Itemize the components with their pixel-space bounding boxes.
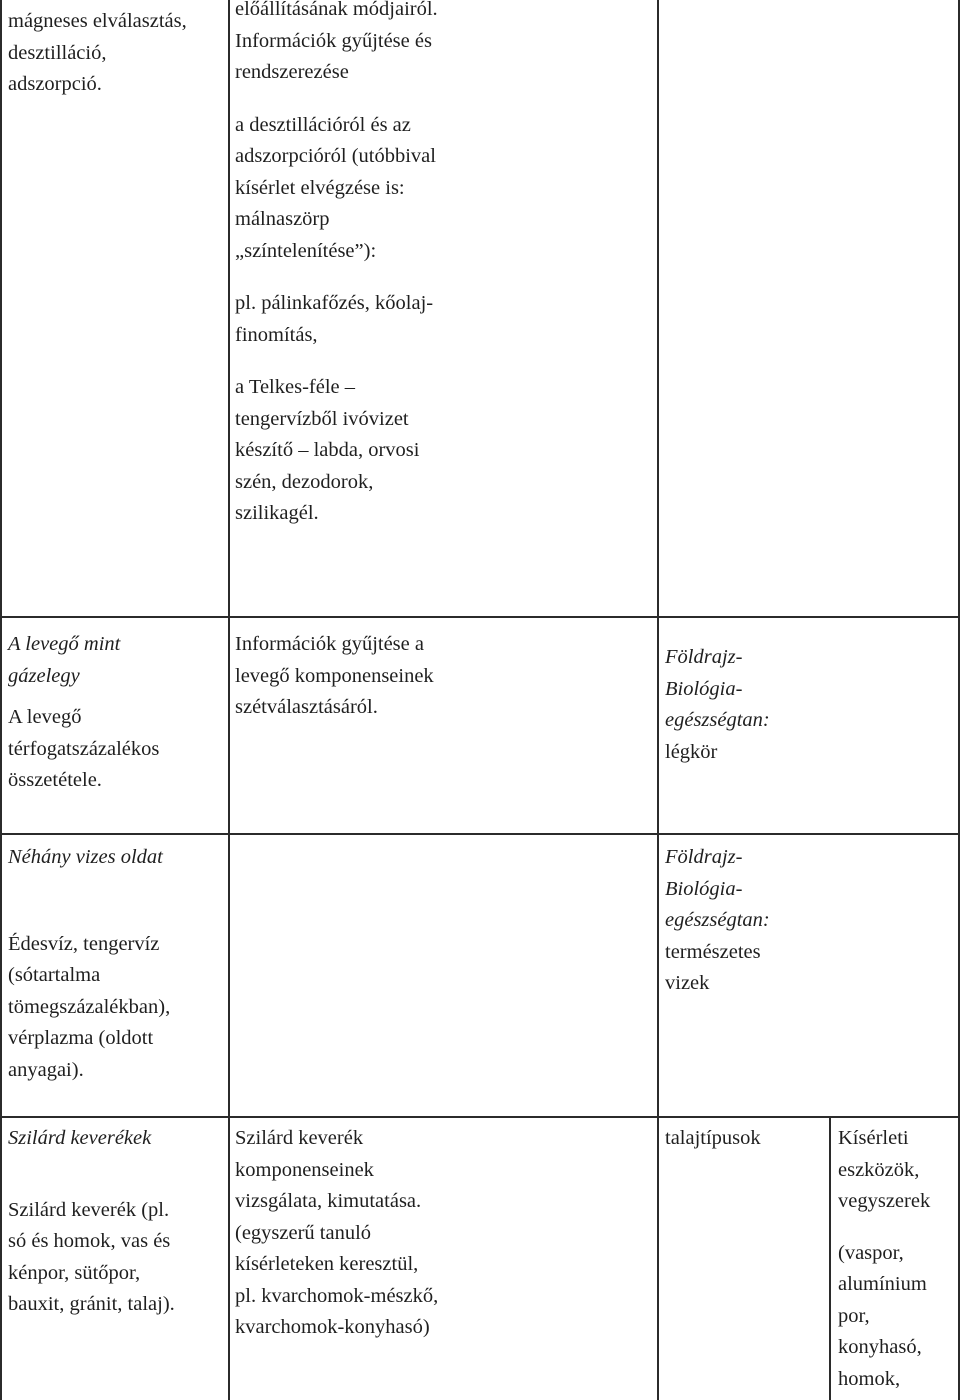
row4-col3-cell [665,1123,825,1155]
text-line: (vaspor, [838,1241,904,1264]
row2-col1-cell [8,629,224,797]
text-line: kísérlet elvégzése is: [235,176,405,199]
text-line: kvarchomok-konyhasó) [235,1316,430,1338]
row1-col2-para1 [235,0,653,89]
text-line: összetétele. [8,769,102,791]
text-line: szén, dezodorok, [235,470,374,493]
row3-topic-body [8,929,224,1087]
row1-col2-para4 [235,372,653,530]
row1-col1-text [8,6,224,101]
text-line: térfogatszázalékos [8,737,160,760]
text-line: kénpor, sütőpor, [8,1261,141,1284]
text-line: alumínium [838,1273,927,1295]
text-line: Információk gyűjtése és [235,29,432,52]
row1-col2-para3 [235,288,653,351]
row-divider [0,616,960,618]
text-line: (sótartalma [8,964,101,986]
text-line: Szilárd keverékek [8,1127,152,1149]
text-line: „színtelenítése”): [235,239,377,262]
text-line: Szilárd keverék (pl. [8,1198,170,1221]
text-line: Néhány vizes oldat [8,846,163,868]
text-line: vérplazma (oldott [8,1027,154,1049]
column-divider [657,0,659,1400]
text-line: por, [838,1304,870,1327]
row4-topic-title [8,1123,224,1155]
text-line: vizsgálata, kimutatása. [235,1190,422,1212]
column-divider [829,1118,831,1400]
text-line: bauxit, gránit, talaj). [8,1293,175,1315]
text-line: vegyszerek [838,1190,931,1212]
text-line: A levegő mint [8,633,121,655]
text-line: anyagai). [8,1058,84,1081]
text-line: komponenseinek [235,1158,374,1181]
text-line: desztilláció, [8,41,107,64]
row1-col1-cell [8,6,224,101]
text-line: Édesvíz, tengervíz [8,932,160,955]
text-line: Szilárd keverék [235,1127,364,1149]
row2-col2-cell [235,629,653,724]
text-line: gázelegy [8,664,80,687]
row-divider [0,833,960,835]
text-line: rendszerezése [235,61,349,83]
row4-col1-cell [8,1123,224,1321]
text-line: só és homok, vas és [8,1230,171,1252]
text-line: tengervízből ivóvizet [235,407,409,430]
text-line: tömegszázalékban), [8,995,171,1018]
text-line: adszorpcióról (utóbbival [235,145,436,167]
text-line: Földrajz- [665,846,743,868]
text-line: finomítás, [235,323,318,346]
row4-connection-text [665,1123,825,1155]
row4-topic-body [8,1195,224,1321]
text-line: szétválasztásáról. [235,696,378,718]
text-line: a Telkes-féle – [235,376,355,398]
row4-equipment-list [838,1238,956,1396]
text-line: málnaszörp [235,208,330,230]
text-line: homok, [838,1367,901,1390]
text-line: egészségtan: [665,709,770,731]
text-line: levegő komponenseinek [235,664,434,687]
text-line: a desztillációról és az [235,113,411,136]
row2-col3-cell [665,642,955,768]
text-line: Biológia- [665,677,743,700]
row1-col2-cell [235,0,653,530]
text-line: készítő – labda, orvosi [235,439,420,461]
text-line: természetes [665,940,761,963]
row2-connection-text [665,642,955,768]
text-line: légkör [665,740,718,763]
text-line: szilikagél. [235,502,319,524]
text-line: talajtípusok [665,1127,761,1149]
text-line: vizek [665,972,710,994]
text-line: (egyszerű tanuló [235,1221,372,1244]
row3-topic-title [8,842,224,874]
row1-col2-para2 [235,110,653,268]
text-line: konyhasó, [838,1336,922,1358]
row-divider [0,1116,960,1118]
text-line: előállításának módjairól. [235,0,438,20]
row4-activity-text [235,1123,653,1344]
text-line: mágneses elválasztás, [8,10,187,32]
text-line: pl. pálinkafőzés, kőolaj- [235,292,434,314]
text-line: Információk gyűjtése a [235,633,424,655]
row3-connection-text [665,842,955,1000]
row4-col2-cell [235,1123,653,1344]
table-border-left [0,0,2,1400]
row2-topic-body [8,702,224,797]
row3-col3-cell [665,842,955,1000]
text-line: Kísérleti [838,1127,909,1149]
row3-col1-cell [8,842,224,1086]
row2-topic-title [8,629,224,692]
text-line: Földrajz- [665,646,743,668]
row4-col4-cell [838,1123,956,1395]
text-line: Biológia- [665,877,743,900]
text-line: adszorpció. [8,73,102,95]
text-line: pl. kvarchomok-mészkő, [235,1284,439,1307]
text-line: kísérleteken keresztül, [235,1253,419,1275]
column-divider [228,0,230,1400]
row4-equipment-heading [838,1123,956,1218]
text-line: egészségtan: [665,909,770,931]
row2-activity-text [235,629,653,724]
text-line: A levegő [8,706,82,728]
text-line: eszközök, [838,1158,920,1181]
